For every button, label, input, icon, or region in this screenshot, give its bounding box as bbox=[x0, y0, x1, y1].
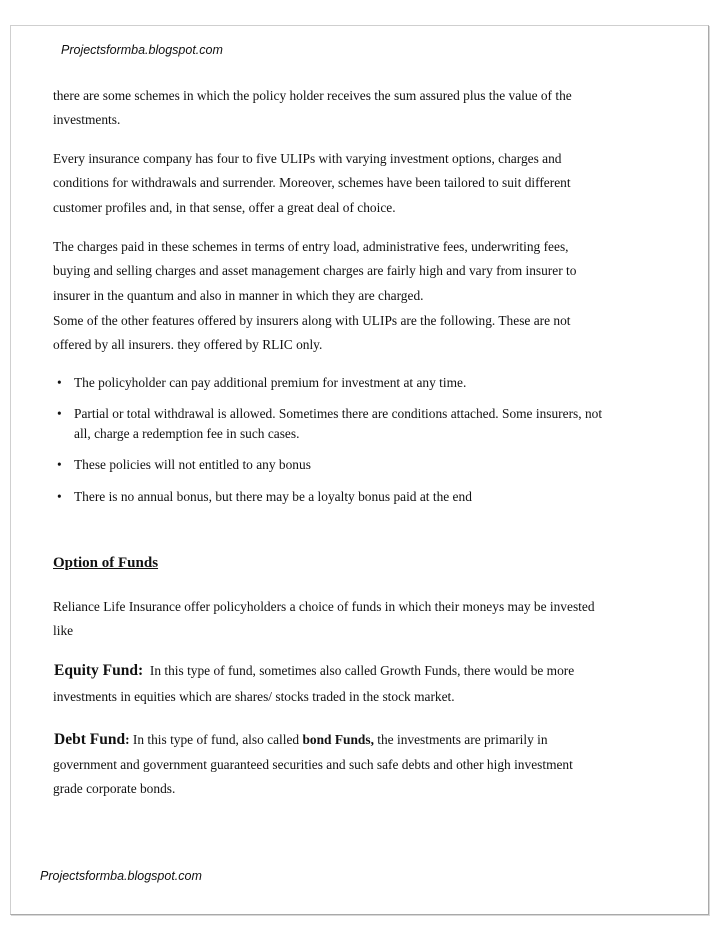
bullet-icon: • bbox=[57, 406, 62, 421]
paragraph-line: grade corporate bonds. bbox=[53, 781, 176, 796]
bullet-text: There is no annual bonus, but there may be a loyalty bonus paid at the end bbox=[74, 489, 472, 504]
page-header: Projectsformba.blogspot.com bbox=[61, 43, 223, 57]
equity-fund-text: In this type of fund, sometimes also called Growth Funds, there would be more bbox=[143, 663, 575, 678]
page-footer: Projectsformba.blogspot.com bbox=[40, 869, 202, 883]
paragraph-line: investments. bbox=[53, 112, 121, 127]
paragraph-line: customer profiles and, in that sense, offer a great deal of choice. bbox=[53, 200, 396, 215]
bullet-text: Partial or total withdrawal is allowed. Sometimes there are conditions attached. Some insurers, not bbox=[74, 406, 603, 421]
paragraph-line: like bbox=[53, 623, 74, 638]
equity-fund-line bbox=[54, 663, 574, 679]
section-heading: Option of Funds bbox=[53, 555, 159, 571]
debt-fund-colon: : bbox=[125, 732, 130, 747]
paragraph-line: offered by all insurers. they offered by RLIC only. bbox=[53, 337, 323, 352]
bullet-text: These policies will not entitled to any bonus bbox=[74, 457, 311, 472]
paragraph-line: there are some schemes in which the policy holder receives the sum assured plus the value of the bbox=[53, 88, 572, 103]
paragraph-line: Some of the other features offered by insurers along with ULIPs are the following. These are not bbox=[53, 313, 571, 328]
paragraph-line: conditions for withdrawals and surrender. Moreover, schemes have been tailored to suit different bbox=[53, 175, 571, 190]
debt-fund-line bbox=[54, 732, 548, 748]
paragraph-line: Reliance Life Insurance offer policyholders a choice of funds in which their moneys may be invested bbox=[53, 599, 595, 614]
paragraph-line: investments in equities which are shares/ stocks traded in the stock market. bbox=[53, 689, 455, 704]
bond-funds-term: bond Funds, bbox=[302, 732, 374, 747]
bullet-icon: • bbox=[57, 489, 62, 504]
paragraph-line: The charges paid in these schemes in terms of entry load, administrative fees, underwriting fees, bbox=[53, 239, 569, 254]
paragraph-line: buying and selling charges and asset management charges are fairly high and vary from insurer to bbox=[53, 263, 577, 278]
paragraph-line: Every insurance company has four to five ULIPs with varying investment options, charges and bbox=[53, 151, 562, 166]
paragraph-line: insurer in the quantum and also in manner in which they are charged. bbox=[53, 288, 424, 303]
bullet-text: all, charge a redemption fee in such cases. bbox=[74, 426, 300, 441]
equity-fund-title: Equity Fund: bbox=[54, 662, 144, 679]
debt-fund-text-a: In this type of fund, also called bbox=[129, 732, 303, 747]
debt-fund-title: Debt Fund bbox=[54, 731, 126, 748]
bullet-icon: • bbox=[57, 375, 62, 390]
bullet-icon: • bbox=[57, 457, 62, 472]
bullet-text: The policyholder can pay additional premium for investment at any time. bbox=[74, 375, 467, 390]
debt-fund-text-b: the investments are primarily in bbox=[373, 732, 548, 747]
paragraph-line: government and government guaranteed securities and such safe debts and other high investment bbox=[53, 757, 573, 772]
